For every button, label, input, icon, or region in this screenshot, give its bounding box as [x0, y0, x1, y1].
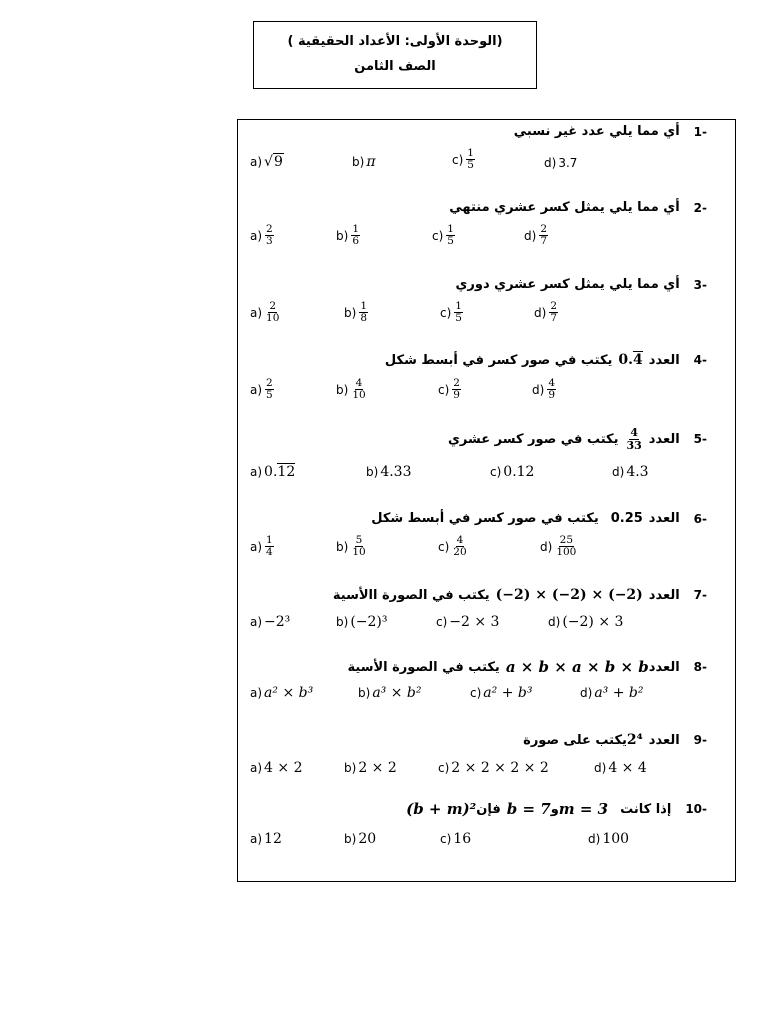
math-expression: 2⁴: [626, 732, 643, 748]
option-value: π: [366, 154, 376, 170]
math-expression: (−2) × (−2) × (−2): [495, 587, 643, 603]
math-m: m = 3: [558, 800, 609, 818]
unit-header: [253, 21, 537, 89]
option-c[interactable]: c) 2 × 2 × 2 × 2: [438, 760, 549, 776]
questions-box: [237, 119, 736, 882]
option-c[interactable]: c) a² + b³: [470, 685, 533, 701]
question-text: أي مما يلي يمثل كسر عشري دوري: [455, 277, 680, 292]
option-a[interactable]: a) 0.12: [250, 464, 296, 480]
option-d[interactable]: d) $\frac{4}{9}$: [532, 377, 555, 402]
option-b[interactable]: b) $\frac{1}{8}$: [344, 300, 367, 325]
option-b[interactable]: b) π: [352, 154, 376, 170]
option-c[interactable]: c) $\frac{2}{9}$: [438, 377, 460, 402]
option-b[interactable]: b) $\frac{4}{10}$: [336, 377, 366, 402]
option-a[interactable]: a) $\frac{1}{4}$: [250, 534, 273, 559]
math-expression: a × b × a × b × b: [505, 658, 649, 676]
question-7: -7 العدد (−2) × (−2) × (−2) يكتب في الصورة االأسية: [332, 587, 707, 603]
question-text: أي مما يلي عدد غير نسبي: [513, 124, 680, 139]
option-d[interactable]: d) a³ + b²: [580, 685, 644, 701]
question-1: [514, 124, 707, 139]
question-text: أي مما يلي يمثل كسر عشري منتهي: [449, 200, 680, 215]
question-8: -8 العدد a × b × a × b × b يكتب في الصورة الأسية: [347, 658, 707, 676]
option-b[interactable]: b) a³ × b²: [358, 685, 422, 701]
option-b[interactable]: b) 2 × 2: [344, 760, 397, 776]
math-expression: 0.25: [610, 511, 643, 526]
question-9: -9 العدد 2⁴ يكتب على صورة: [523, 732, 707, 748]
option-a[interactable]: a) −2³: [250, 614, 291, 630]
question-2: -2 أي مما يلي يمثل كسر عشري منتهي: [449, 200, 707, 215]
option-d[interactable]: d) (−2) × 3: [548, 614, 624, 630]
option-d[interactable]: d) 3.7: [544, 156, 578, 170]
question-6: -6 العدد 0.25 يكتب في صور كسر في أبسط شكل: [371, 511, 707, 526]
question-3: -3 أي مما يلي يمثل كسر عشري دوري: [455, 277, 707, 292]
option-a[interactable]: a) $\frac{2}{5}$: [250, 377, 273, 402]
option-c[interactable]: c) $\frac{1}{5}$: [440, 300, 462, 325]
option-a[interactable]: a) √9: [250, 154, 283, 170]
option-value: √9: [264, 154, 283, 170]
option-c[interactable]: c) 0.12: [490, 464, 535, 480]
math-b: b = 7: [506, 800, 551, 818]
question-10: -10 إذا كانت m = 3 و b = 7 فإن (b + m)²: [406, 800, 707, 818]
option-c[interactable]: c) 16: [440, 831, 472, 847]
math-expression: (b + m)²: [406, 800, 477, 818]
option-value: $\frac{1}{5}$: [467, 147, 474, 172]
option-b[interactable]: b) $\frac{1}{6}$: [336, 223, 359, 248]
option-c[interactable]: c) $\frac{1}{5}$: [432, 223, 454, 248]
question-4: -4 العدد 0.4 يكتب في صور كسر في أبسط شكل: [384, 352, 707, 368]
unit-title: (الوحدة الأولى: الأعداد الحقيقية ): [287, 34, 503, 50]
option-d[interactable]: d) $\frac{2}{7}$: [524, 223, 547, 248]
option-c[interactable]: c) −2 × 3: [436, 614, 500, 630]
option-value: 3.7: [558, 156, 578, 170]
option-d[interactable]: d) 4.3: [612, 464, 649, 480]
option-d[interactable]: d) $\frac{2}{7}$: [534, 300, 557, 325]
option-a[interactable]: a) $\frac{2}{3}$: [250, 223, 273, 248]
math-expression: 0.4: [618, 352, 643, 368]
option-a[interactable]: a) $\frac{2}{10}$: [250, 300, 280, 325]
option-c[interactable]: c) $\frac{1}{5}$: [452, 147, 474, 172]
question-5: -5 العدد $\frac{4}{33}$ يكتب في صور كسر عشري: [448, 426, 707, 452]
math-expression: $\frac{4}{33}$: [626, 426, 642, 452]
option-b[interactable]: b) 4.33: [366, 464, 412, 480]
option-b[interactable]: b) $\frac{5}{10}$: [336, 534, 366, 559]
option-d[interactable]: d) 4 × 4: [594, 760, 647, 776]
option-d[interactable]: d) 100: [588, 831, 630, 847]
option-b[interactable]: b) (−2)³: [336, 614, 388, 630]
option-a[interactable]: a) 12: [250, 831, 282, 847]
option-d[interactable]: d) $\frac{25}{100}$: [540, 534, 577, 559]
grade-title: الصف الثامن: [354, 59, 436, 74]
option-b[interactable]: b) 20: [344, 831, 377, 847]
option-a[interactable]: a) 4 × 2: [250, 760, 303, 776]
option-a[interactable]: a) a² × b³: [250, 685, 314, 701]
option-c[interactable]: c) $\frac{4}{20}$: [438, 534, 467, 559]
question-number: -1: [693, 124, 707, 139]
